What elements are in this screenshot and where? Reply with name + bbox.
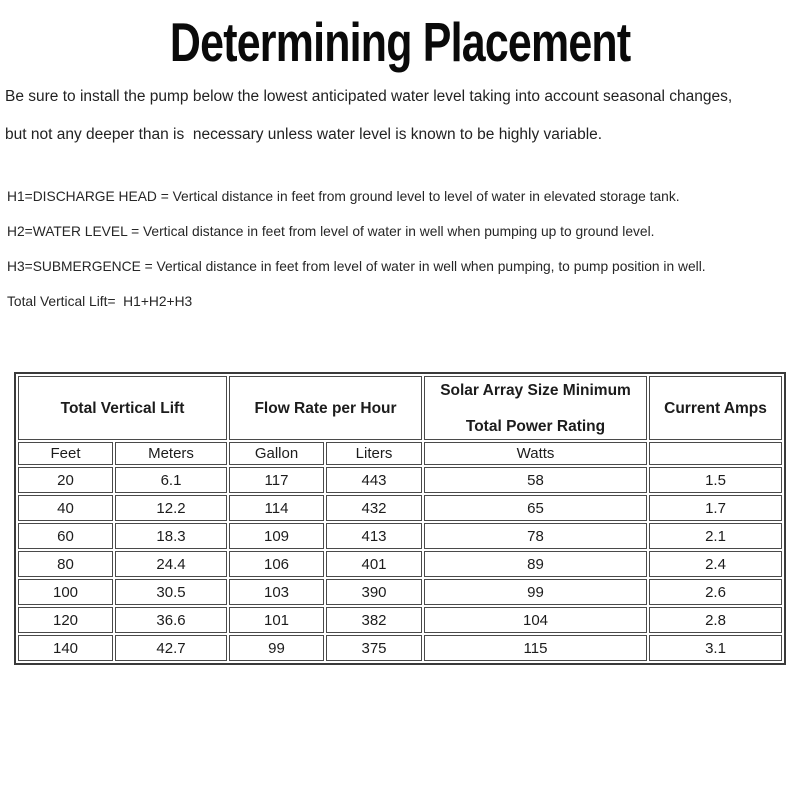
table-cell: 117 xyxy=(229,467,324,493)
pump-spec-table xyxy=(14,372,786,665)
table-cell: 101 xyxy=(229,607,324,633)
table-cell: 30.5 xyxy=(115,579,227,605)
table-cell: 106 xyxy=(229,551,324,577)
header-label-line-2: Total Power Rating xyxy=(465,417,606,435)
intro-paragraph xyxy=(5,87,796,144)
table-cell: 390 xyxy=(326,579,422,605)
table-cell: 1.5 xyxy=(649,467,782,493)
table-row xyxy=(18,551,782,577)
table-cell: 2.4 xyxy=(649,551,782,577)
header-label: Current Amps xyxy=(664,399,767,417)
table-cell: 103 xyxy=(229,579,324,605)
unit-cell-liters: Liters xyxy=(326,442,422,465)
header-current-amps xyxy=(649,376,782,440)
table-cell: 89 xyxy=(424,551,647,577)
table-cell: 120 xyxy=(18,607,113,633)
unit-cell-feet: Feet xyxy=(18,442,113,465)
table-row xyxy=(18,607,782,633)
table-row xyxy=(18,495,782,521)
definition-h2: H2=WATER LEVEL = Vertical distance in feet from level of water in well when pumping up to ground level. xyxy=(7,224,655,239)
table-cell: 109 xyxy=(229,523,324,549)
table-cell: 99 xyxy=(229,635,324,661)
table-cell: 2.1 xyxy=(649,523,782,549)
unit-cell-empty xyxy=(649,442,782,465)
definition-h3: H3=SUBMERGENCE = Vertical distance in feet from level of water in well when pumping, to pump position in well. xyxy=(7,259,706,274)
intro-line-2: but not any deeper than is necessary unless water level is known to be highly variable. xyxy=(5,126,603,143)
table-cell: 58 xyxy=(424,467,647,493)
table-cell: 401 xyxy=(326,551,422,577)
units-row xyxy=(18,442,782,465)
table-cell: 1.7 xyxy=(649,495,782,521)
table-row xyxy=(18,523,782,549)
table-body xyxy=(18,467,782,661)
unit-cell-meters: Meters xyxy=(115,442,227,465)
title-container xyxy=(0,12,800,72)
table-cell: 432 xyxy=(326,495,422,521)
table-cell: 115 xyxy=(424,635,647,661)
table-cell: 80 xyxy=(18,551,113,577)
table-cell: 382 xyxy=(326,607,422,633)
table-cell: 413 xyxy=(326,523,422,549)
header-total-vertical-lift xyxy=(18,376,227,440)
page-title: Determining Placement xyxy=(169,11,631,73)
definitions-block xyxy=(7,188,796,310)
table-cell: 6.1 xyxy=(115,467,227,493)
table-cell: 60 xyxy=(18,523,113,549)
spec-table-container xyxy=(14,372,786,665)
header-flow-rate xyxy=(229,376,422,440)
table-cell: 104 xyxy=(424,607,647,633)
table-cell: 140 xyxy=(18,635,113,661)
header-label-line-1: Solar Array Size Minimum xyxy=(440,381,631,399)
definition-total-lift: Total Vertical Lift= H1+H2+H3 xyxy=(7,294,193,309)
intro-line-1: Be sure to install the pump below the lowest anticipated water level taking into account seasonal changes, xyxy=(5,88,733,105)
table-cell: 99 xyxy=(424,579,647,605)
header-solar-array xyxy=(424,376,647,440)
table-cell: 100 xyxy=(18,579,113,605)
table-cell: 42.7 xyxy=(115,635,227,661)
header-label: Flow Rate per Hour xyxy=(254,399,397,417)
table-cell: 78 xyxy=(424,523,647,549)
table-cell: 3.1 xyxy=(649,635,782,661)
table-cell: 12.2 xyxy=(115,495,227,521)
unit-cell-watts: Watts xyxy=(424,442,647,465)
table-cell: 65 xyxy=(424,495,647,521)
table-cell: 2.6 xyxy=(649,579,782,605)
document-page xyxy=(0,12,800,800)
table-cell: 443 xyxy=(326,467,422,493)
definition-h1: H1=DISCHARGE HEAD = Vertical distance in feet from ground level to level of water in elevated storage tank. xyxy=(7,189,680,204)
table-cell: 24.4 xyxy=(115,551,227,577)
table-cell: 36.6 xyxy=(115,607,227,633)
table-cell: 114 xyxy=(229,495,324,521)
table-cell: 18.3 xyxy=(115,523,227,549)
table-row xyxy=(18,579,782,605)
table-header-row xyxy=(18,376,782,440)
table-cell: 375 xyxy=(326,635,422,661)
table-cell: 20 xyxy=(18,467,113,493)
table-row xyxy=(18,635,782,661)
header-label: Total Vertical Lift xyxy=(60,399,185,417)
unit-cell-gallon: Gallon xyxy=(229,442,324,465)
table-row xyxy=(18,467,782,493)
table-cell: 2.8 xyxy=(649,607,782,633)
table-cell: 40 xyxy=(18,495,113,521)
